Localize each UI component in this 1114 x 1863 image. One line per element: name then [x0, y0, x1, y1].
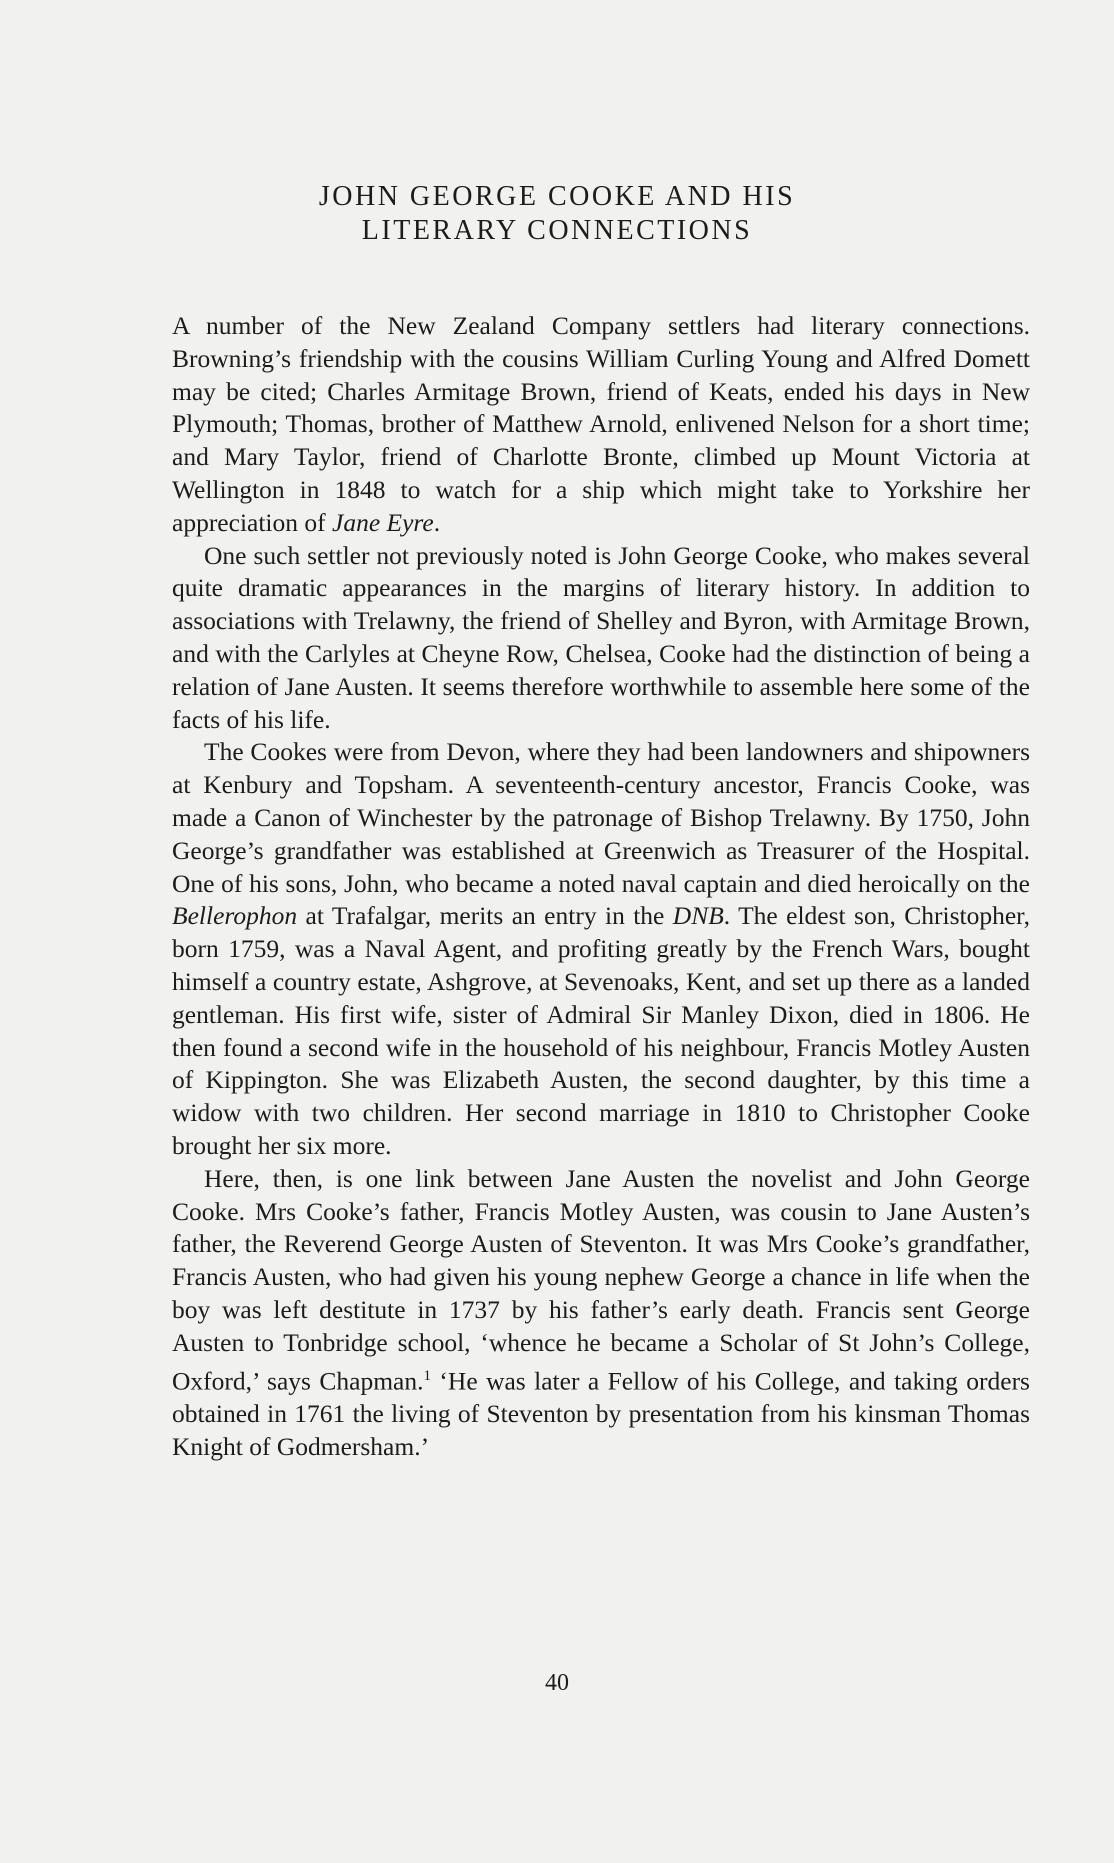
paragraph-3	[172, 736, 1030, 1162]
italic-dnb: DNB	[672, 901, 724, 931]
paragraph-1	[172, 310, 1030, 540]
paragraph-4-text-b: ‘He was later a Fellow of his College, and taking orders obtained in 1761 the living of Steventon by presentation from his kinsman Thomas Knight of Godmersham.’	[172, 1366, 1030, 1461]
paragraph-3-text-b: at Trafalgar, merits an entry in the	[297, 901, 673, 931]
chapter-title-line-1: JOHN GEORGE COOKE AND HIS	[318, 181, 796, 212]
body-text	[172, 310, 1030, 1463]
italic-ship-name: Bellerophon	[172, 901, 298, 931]
footnote-marker: 1	[423, 1367, 431, 1384]
paragraph-3-text-a: The Cookes were from Devon, where they had been landowners and shipowners at Kenbury and Topsham. A seventeenth-century ancestor, Francis Cooke, was made a Canon of Winchester by the patronage of Bishop Trelawny. By 1750, John George’s grandfather was established at Greenwich as Treasurer of the Hospital. One of his sons, John, who became a noted naval captain and died heroically on the	[172, 737, 1030, 898]
paragraph-3-text-c: . The eldest son, Christopher, born 1759, was a Naval Agent, and profiting greatly by the French Wars, bought himself a country estate, Ashgrove, at Sevenoaks, Kent, and set up there as a landed gentleman. His first wife, sister of Admiral Sir Manley Dixon, died in 1806. He then found a second wife in the household of his neighbour, Francis Motley Austen of Kippington. She was Elizabeth Austen, the second daughter, by this time a widow with two children. Her second marriage in 1810 to Christopher Cooke brought her six more.	[172, 901, 1030, 1160]
paragraph-4	[172, 1163, 1030, 1464]
paragraph-1-end: .	[433, 507, 441, 537]
paragraph-4-text-a: Here, then, is one link between Jane Austen the novelist and John George Cooke. Mrs Cooke’s father, Francis Motley Austen, was cousin to Jane Austen’s father, the Reverend George Austen of Steventon. It was Mrs Cooke’s grandfather, Francis Austen, who had given his young nephew George a chance in life when the boy was left destitute in 1737 by his father’s early death. Francis sent George Austen to Tonbridge school, ‘whence he became a Scholar of St John’s College, Oxford,’ says Chapman.	[172, 1163, 1030, 1395]
paragraph-1-text: A number of the New Zealand Company settlers had literary connections. Browning’s friendship with the cousins William Curling Young and Alfred Domett may be cited; Charles Armitage Brown, friend of Keats, ended his days in New Plymouth; Thomas, brother of Matthew Arnold, enlivened Nelson for a short time; and Mary Taylor, friend of Charlotte Bronte, climbed up Mount Victoria at Wellington in 1848 to watch for a ship which might take to Yorkshire her appreciation of	[172, 311, 1030, 537]
paragraph-2-text: One such settler not previously noted is John George Cooke, who makes several quite dramatic appearances in the margins of literary history. In addition to associations with Trelawny, the friend of Shelley and Byron, with Armitage Brown, and with the Carlyles at Cheyne Row, Chelsea, Cooke had the distinction of being a relation of Jane Austen. It seems therefore worthwhile to assemble here some of the facts of his life.	[172, 540, 1030, 734]
chapter-title-line-2: LITERARY CONNECTIONS	[361, 215, 753, 246]
chapter-title	[0, 180, 1114, 248]
page-number: 40	[545, 1670, 569, 1696]
italic-title-jane-eyre: Jane Eyre	[332, 507, 434, 537]
paragraph-2	[172, 540, 1030, 737]
